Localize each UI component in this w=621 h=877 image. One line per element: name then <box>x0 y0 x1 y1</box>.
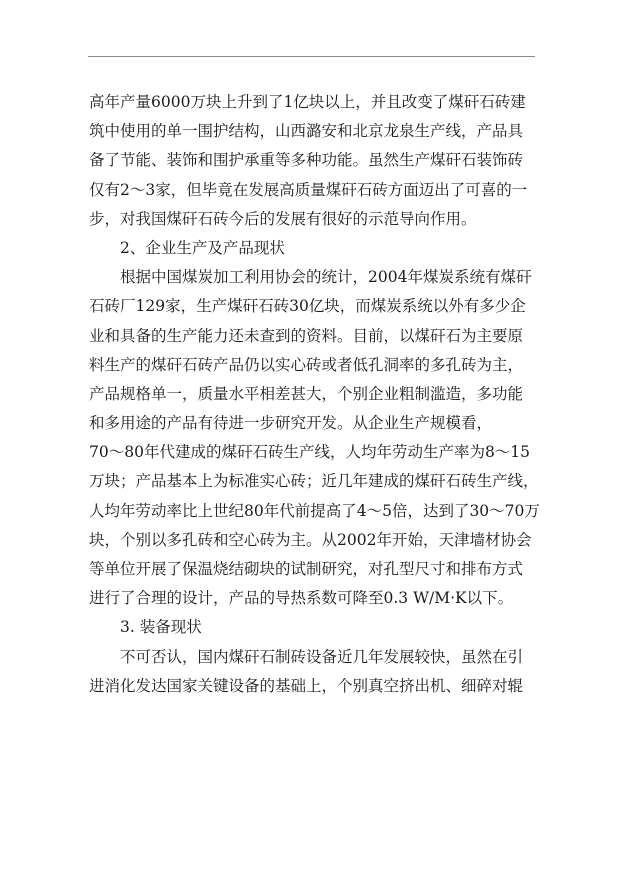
paragraph-first-line: 不可否认，国内煤矸石制砖设备近几年发展较快，虽然在引 <box>120 647 524 666</box>
body-line: 筑中使用的单一围护结构，山西潞安和北京龙泉生产线，产品具 <box>89 122 524 141</box>
body-line: 进消化发达国家关键设备的基础上，个别真空挤出机、细碎对辊 <box>89 676 524 695</box>
body-line: 仅有2～3家，但毕竟在发展高质量煤矸石砖方面迈出了可喜的一 <box>89 180 528 199</box>
section-heading-equipment: 3. 装备现状 <box>120 618 202 637</box>
body-line: 70～80年代建成的煤矸石砖生产线，人均年劳动生产率为8～15 <box>89 443 531 462</box>
body-line: 高年产量6000万块上升到了1亿块以上，并且改变了煤矸石砖建 <box>89 93 526 111</box>
section-heading-enterprise-production: 2、企业生产及产品现状 <box>120 238 285 257</box>
document-body <box>89 88 540 701</box>
paragraph-first-line: 根据中国煤炭加工利用协会的统计，2004年煤炭系统有煤矸 <box>120 268 532 287</box>
body-line: 业和具备的生产能力还未查到的资料。目前，以煤矸石为主要原 <box>89 326 524 345</box>
body-line: 料生产的煤矸石砖产品仍以实心砖或者低孔洞率的多孔砖为主， <box>89 355 524 374</box>
body-line: 产品规格单一，质量水平相差甚大，个别企业粗制滥造，多功能 <box>89 384 524 403</box>
body-line: 步，对我国煤矸石砖今后的发展有很好的示范导向作用。 <box>89 209 477 228</box>
body-line: 和多用途的产品有待进一步研究开发。从企业生产规模看， <box>89 414 493 433</box>
body-line: 石砖厂129家，生产煤矸石砖30亿块，而煤炭系统以外有多少企 <box>89 297 526 316</box>
body-line: 人均年劳动率比上世纪80年代前提高了4～5倍，达到了30～70万 <box>89 501 540 520</box>
body-line: 进行了合理的设计，产品的导热系数可降至0.3 W/M·K以下。 <box>89 589 514 608</box>
body-line: 块，个别以多孔砖和空心砖为主。从2002年开始，天津墙材协会 <box>89 530 532 549</box>
body-line: 备了节能、装饰和围护承重等多种功能。虽然生产煤矸石装饰砖 <box>89 151 524 170</box>
header-divider <box>88 56 535 57</box>
body-line: 万块；产品基本上为标准实心砖；近几年建成的煤矸石砖生产线， <box>89 472 539 491</box>
body-line: 等单位开展了保温烧结砌块的试制研究，对孔型尺寸和排布方式 <box>89 560 524 578</box>
